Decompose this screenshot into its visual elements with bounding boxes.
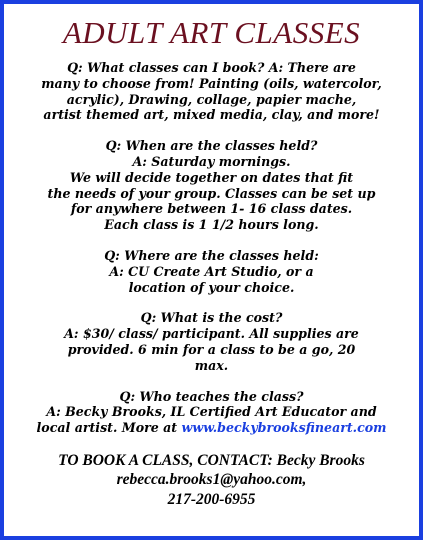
faq-line: Q: Where are the classes held: bbox=[104, 247, 319, 263]
faq-line: Q: What is the cost? bbox=[140, 310, 283, 326]
faq-line: A: Becky Brooks, IL Certified Art Educator and bbox=[46, 404, 377, 420]
faq-teacher bbox=[14, 389, 409, 436]
faq-where bbox=[14, 248, 409, 295]
website-link[interactable]: www.beckybrooksfineart.com bbox=[181, 420, 387, 436]
contact-block bbox=[14, 451, 409, 510]
faq-line: Q: When are the classes held? bbox=[105, 138, 318, 154]
faq-line: A: $30/ class/ participant. All supplies are bbox=[64, 326, 359, 342]
flyer-title: ADULT ART CLASSES bbox=[62, 15, 361, 50]
faq-line: the needs of your group. Classes can be set up bbox=[47, 185, 376, 201]
faq-cost bbox=[14, 310, 409, 373]
faq-line: Q: Who teaches the class? bbox=[119, 388, 304, 404]
faq-line: for anywhere between 1- 16 class dates. bbox=[70, 201, 353, 217]
faq-classes bbox=[14, 60, 409, 123]
contact-email: rebecca.brooks1@yahoo.com, bbox=[116, 471, 307, 489]
faq-line: Q: What classes can I book? A: There are bbox=[67, 60, 356, 75]
faq-when bbox=[14, 138, 409, 233]
faq-line: provided. 6 min for a class to be a go, 20 bbox=[67, 341, 356, 357]
faq-line: Each class is 1 1/2 hours long. bbox=[104, 217, 319, 233]
faq-line: acrylic), Drawing, collage, papier mache, bbox=[66, 91, 357, 107]
faq-line-prefix: local artist. More at bbox=[36, 420, 182, 436]
faq-line: A: Saturday mornings. bbox=[132, 153, 291, 169]
faq-line bbox=[14, 420, 409, 436]
faq-line: max. bbox=[194, 357, 229, 373]
faq-line: artist themed art, mixed media, clay, and more! bbox=[43, 107, 380, 123]
faq-line: A: CU Create Art Studio, or a bbox=[109, 263, 314, 279]
contact-heading: TO BOOK A CLASS, CONTACT: Becky Brooks bbox=[58, 451, 365, 469]
faq-line: We will decide together on dates that fit bbox=[69, 169, 354, 185]
faq-line: location of your choice. bbox=[128, 279, 295, 295]
contact-phone: 217-200-6955 bbox=[167, 490, 256, 508]
faq-line: many to choose from! Painting (oils, watercolor, bbox=[41, 75, 382, 91]
